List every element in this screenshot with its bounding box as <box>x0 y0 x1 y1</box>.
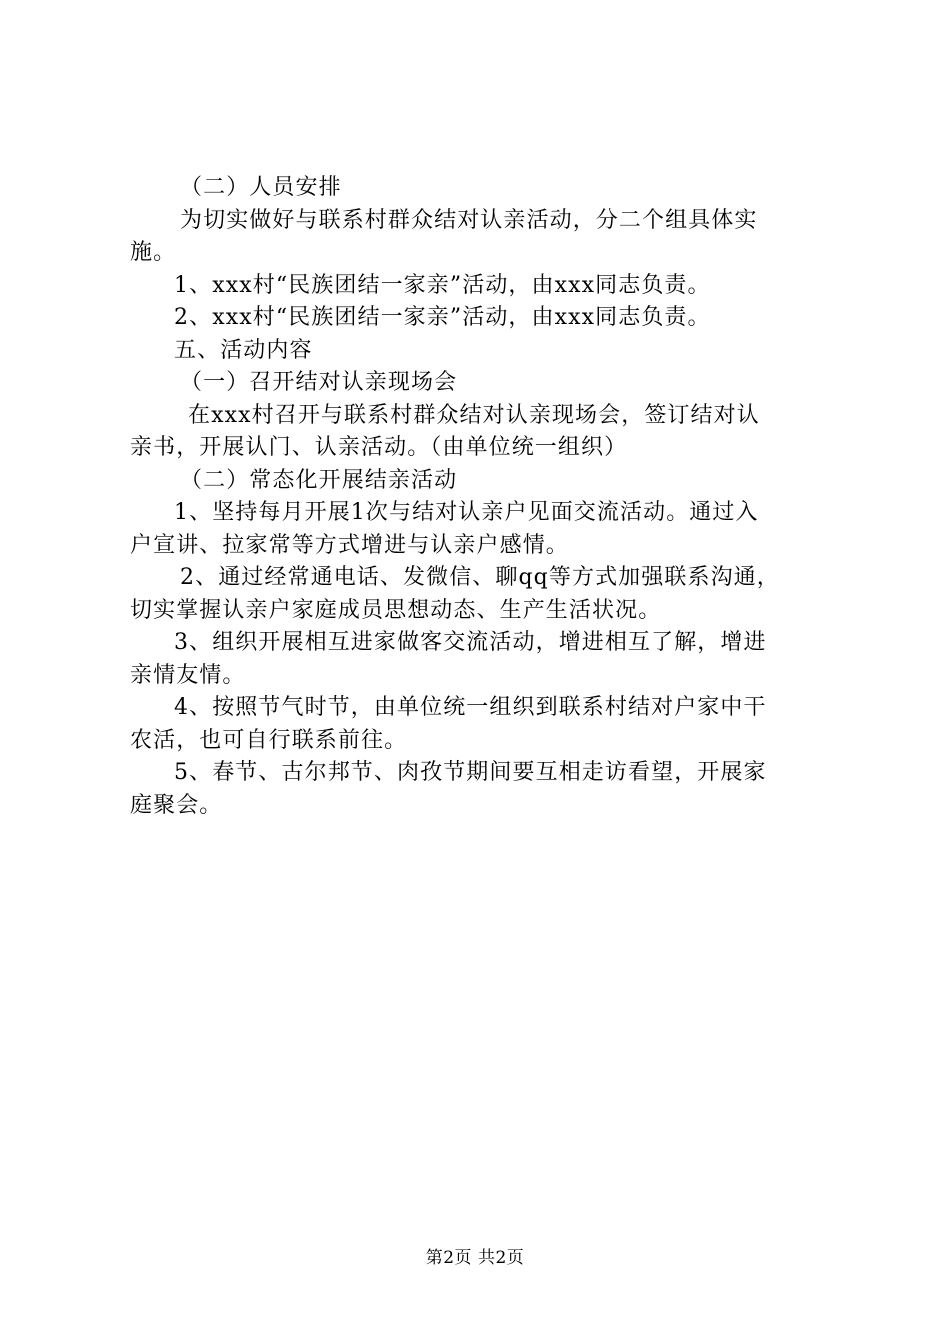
list-item-continuation: 切实掌握认亲户家庭成员思想动态、生产生活状况。 <box>130 597 662 623</box>
section-heading: 五、活动内容 <box>174 337 313 363</box>
paragraph-line: 施。 <box>130 240 177 265</box>
list-item: 1、坚持每月开展1次与结对认亲户见面交流活动。通过入 <box>174 500 759 525</box>
paragraph-line: 在xxx村召开与联系村群众结对认亲现场会，签订结对认 <box>188 402 760 428</box>
list-item-continuation: 庭聚会。 <box>130 792 223 818</box>
list-item: 1、xxx村“民族团结一家亲”活动，由xxx同志负责。 <box>174 272 711 298</box>
list-item-continuation: 亲情友情。 <box>130 662 246 688</box>
paragraph-line: 为切实做好与联系村群众结对认亲活动，分二个组具体实 <box>180 207 758 233</box>
list-item: 3、组织开展相互进家做客交流活动，增进相互了解，增进 <box>174 630 767 655</box>
list-item-continuation: 农活，也可自行联系前往。 <box>130 727 408 753</box>
list-item: 2、通过经常通电话、发微信、聊qq等方式加强联系沟通， <box>180 565 780 590</box>
document-body <box>130 172 840 822</box>
section-heading: （二）人员安排 <box>180 175 342 200</box>
page-number-footer: 第2页 共2页 <box>425 1248 525 1268</box>
list-item-continuation: 户宣讲、拉家常等方式增进与认亲户感情。 <box>130 532 569 558</box>
list-item: 5、春节、古尔邦节、肉孜节期间要互相走访看望，开展家 <box>174 760 767 785</box>
subsection-heading: （一）召开结对认亲现场会 <box>180 370 458 395</box>
list-item: 4、按照节气时节，由单位统一组织到联系村结对户家中干 <box>174 695 767 720</box>
subsection-heading: （二）常态化开展结亲活动 <box>180 467 458 493</box>
paragraph-line: 亲书，开展认门、认亲活动。（由单位统一组织） <box>130 435 628 460</box>
list-item: 2、xxx村“民族团结一家亲”活动，由xxx同志负责。 <box>174 305 711 330</box>
